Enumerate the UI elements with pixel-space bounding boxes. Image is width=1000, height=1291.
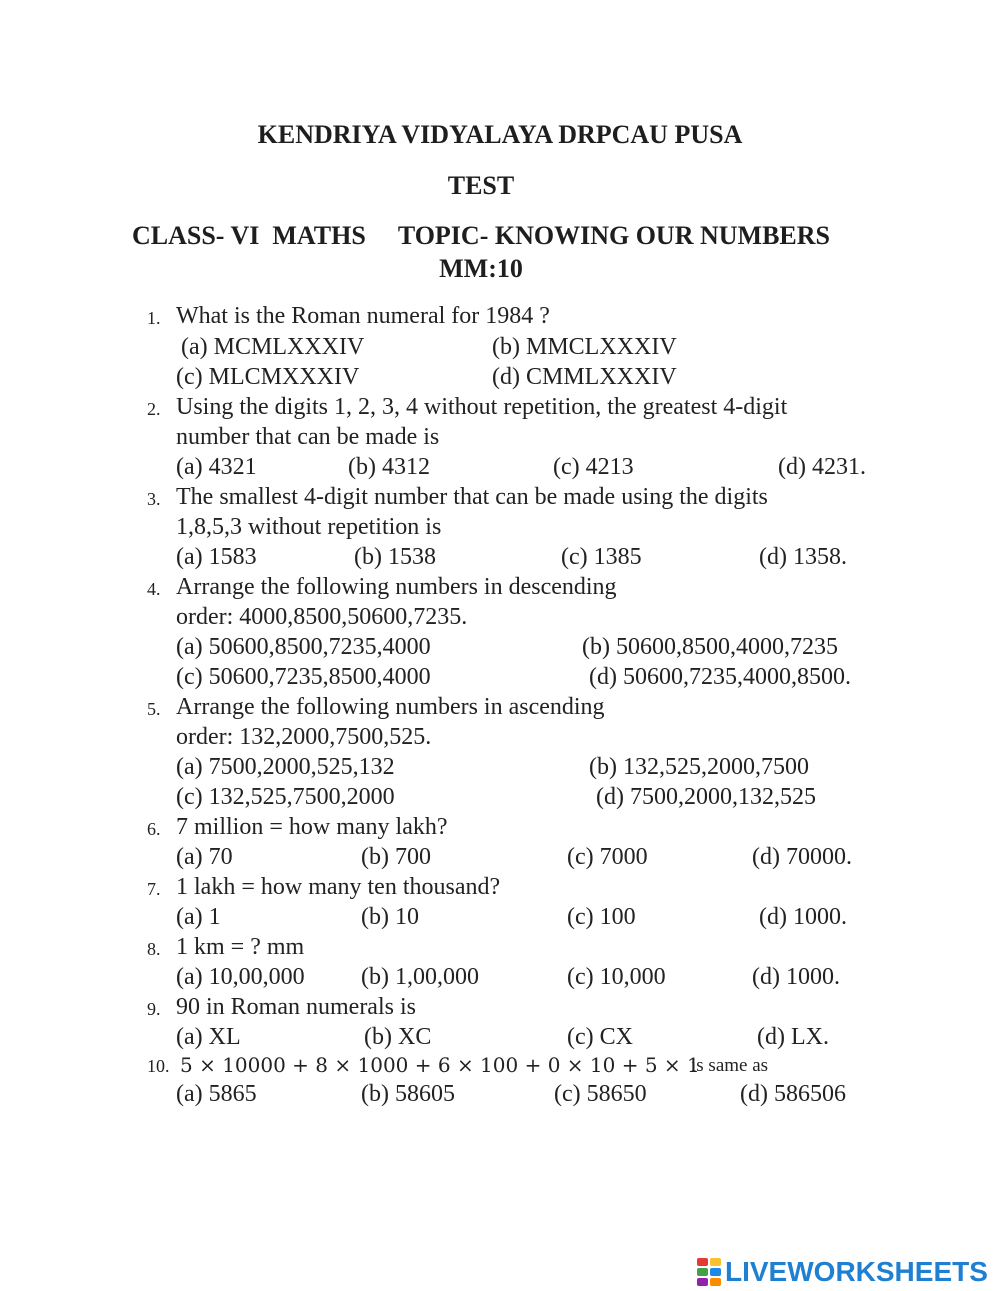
option-b: (b) 4312 (348, 454, 430, 480)
test-title: TEST (447, 171, 515, 200)
option-c: (c) 7000 (567, 844, 648, 870)
logo-text: LIVEWORKSHEETS (725, 1256, 988, 1287)
option-d: (d) 586506 (740, 1081, 846, 1107)
option-a: (a) MCMLXXXIV (181, 334, 365, 360)
question-text: 7 million = how many lakh? (176, 814, 448, 840)
option-c: (c) CX (567, 1024, 633, 1050)
question-text: The smallest 4-digit number that can be made using the digits (176, 484, 768, 510)
question-number: 6. (147, 819, 161, 839)
option-d: (d) 50600,7235,4000,8500. (589, 664, 851, 690)
question-expression: 5 × 10000 + 8 × 1000 + 6 × 100 + 0 × 10 + 5 × 1 (180, 1053, 700, 1077)
option-c: (c) 132,525,7500,2000 (176, 784, 395, 810)
option-d: (d) 7500,2000,132,525 (596, 784, 816, 810)
question-text: number that can be made is (176, 424, 440, 450)
question-text: What is the Roman numeral for 1984 ? (176, 303, 550, 329)
option-b: (b) 1,00,000 (361, 964, 479, 990)
option-b: (b) 132,525,2000,7500 (589, 754, 809, 780)
option-c: (c) 100 (567, 904, 636, 930)
option-b: (b) XC (364, 1024, 432, 1050)
question-text: 90 in Roman numerals is (176, 994, 416, 1020)
question-number: 3. (147, 489, 161, 509)
option-c: (c) 1385 (561, 544, 642, 570)
question-text: Arrange the following numbers in descending (176, 574, 617, 600)
option-c: (c) 50600,7235,8500,4000 (176, 664, 431, 690)
question-suffix: is same as (691, 1055, 769, 1076)
option-c: (c) 4213 (553, 454, 634, 480)
question-number: 8. (147, 939, 161, 959)
option-b: (b) 700 (361, 844, 431, 870)
max-marks: MM:10 (439, 254, 523, 283)
liveworksheets-icon (697, 1258, 721, 1286)
option-d: (d) 1000. (759, 904, 847, 930)
option-a: (a) 10,00,000 (176, 964, 305, 990)
option-a: (a) 5865 (176, 1081, 257, 1107)
option-a: (a) 50600,8500,7235,4000 (176, 634, 431, 660)
option-b: (b) 58605 (361, 1081, 455, 1107)
question-text: 1 km = ? mm (176, 934, 305, 960)
school-name: KENDRIYA VIDYALAYA DRPCAU PUSA (257, 120, 743, 149)
option-d: (d) 1000. (752, 964, 840, 990)
option-a: (a) 70 (176, 844, 233, 870)
question-number: 5. (147, 699, 161, 719)
option-a: (a) 4321 (176, 454, 257, 480)
option-b: (b) 50600,8500,4000,7235 (582, 634, 838, 660)
question-text: 1 lakh = how many ten thousand? (176, 874, 501, 900)
option-d: (d) CMMLXXXIV (492, 364, 677, 390)
option-a: (a) XL (176, 1024, 241, 1050)
option-d: (d) 1358. (759, 544, 847, 570)
option-c: (c) MLCMXXXIV (176, 364, 360, 390)
option-a: (a) 7500,2000,525,132 (176, 754, 395, 780)
option-a: (a) 1 (176, 904, 221, 930)
question-text: 1,8,5,3 without repetition is (176, 514, 442, 540)
question-number: 7. (147, 879, 161, 899)
option-d: (d) 70000. (752, 844, 852, 870)
option-d: (d) 4231. (778, 454, 866, 480)
question-text: order: 4000,8500,50600,7235. (176, 604, 468, 630)
question-text: order: 132,2000,7500,525. (176, 724, 432, 750)
option-b: (b) 1538 (354, 544, 436, 570)
option-c: (c) 58650 (554, 1081, 647, 1107)
option-c: (c) 10,000 (567, 964, 666, 990)
option-a: (a) 1583 (176, 544, 257, 570)
question-number: 1. (147, 308, 161, 328)
option-b: (b) MMCLXXXIV (492, 334, 677, 360)
question-text: Using the digits 1, 2, 3, 4 without repetition, the greatest 4-digit (176, 394, 788, 420)
question-number: 9. (147, 999, 161, 1019)
question-text: Arrange the following numbers in ascending (176, 694, 605, 720)
class-topic-line: CLASS- VI MATHS TOPIC- KNOWING OUR NUMBERS (131, 221, 830, 250)
question-number: 2. (147, 399, 161, 419)
question-number: 10. (147, 1056, 170, 1076)
option-d: (d) LX. (757, 1024, 829, 1050)
question-number: 4. (147, 579, 161, 599)
option-b: (b) 10 (361, 904, 419, 930)
liveworksheets-logo (697, 1255, 988, 1289)
